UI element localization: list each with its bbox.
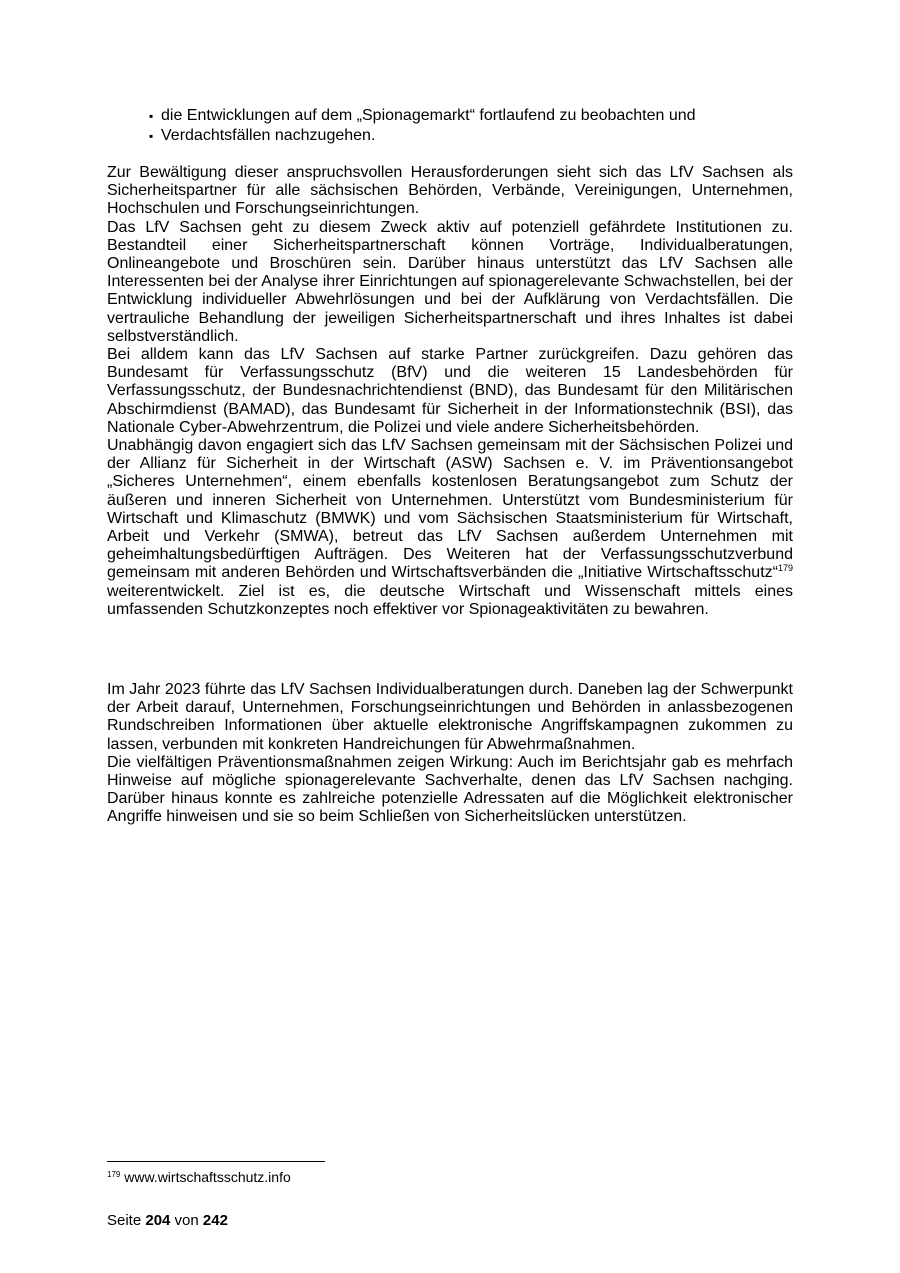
current-page: 204: [145, 1212, 171, 1229]
footnote-divider: [107, 1161, 325, 1162]
paragraph: Das LfV Sachsen geht zu diesem Zweck aktiv auf potenziell gefährdete Institutionen zu. Bestandteil einer Sicherheitspartnerschaft können Vorträge, Individualberatungen, Onlineangebote und Broschüren sein. Darüber hinaus unterstützt das LfV Sachsen alle Interessenten bei der Analyse ihrer Einrichtungen auf spionagerelevante Schwachstellen, bei der Entwicklung individueller Abwehrlösungen und bei der Aufklärung von Verdachtsfällen. Die vertrauliche Behandlung der jeweiligen Sicherheitspartnerschaft und ihres Inhaltes ist dabei selbstverständlich.: [107, 218, 793, 345]
page-number: [107, 1212, 228, 1230]
total-pages: 242: [202, 1212, 228, 1229]
body-section-2: [107, 681, 793, 827]
page-number-separator: von: [170, 1212, 203, 1229]
list-item: [149, 126, 799, 146]
paragraph: Zur Bewältigung dieser anspruchsvollen Herausforderungen sieht sich das LfV Sachsen als Sicherheitspartner für alle sächsischen Behörden, Verbände, Vereinigungen, Unternehmen, Hochschulen und Forschungseinrichtungen.: [107, 164, 793, 218]
square-bullet-icon: ▪: [149, 129, 154, 143]
body-section-1: [107, 164, 793, 619]
footnote-text: www.wirtschaftsschutz.info: [120, 1169, 291, 1185]
paragraph: Bei alldem kann das LfV Sachsen auf starke Partner zurückgreifen. Dazu gehören das Bundesamt für Verfassungsschutz (BfV) und die weiteren 15 Landesbehörden für Verfassungsschutz, der Bundesnachrichtendienst (BND), das Bundesamt für den Militärischen Abschirmdienst (BAMAD), das Bundesamt für Sicherheit in der Informationstechnik (BSI), das Nationale Cyber-Abwehrzentrum, die Polizei und viele andere Sicherheitsbehörden.: [107, 346, 793, 436]
list-item: [149, 106, 799, 126]
paragraph: Die vielfältigen Präventionsmaßnahmen zeigen Wirkung: Auch im Berichtsjahr gab es mehrfach Hinweise auf mögliche spionagerelevante Sachverhalte, denen das LfV Sachsen nachging. Darüber hinaus konnte es zahlreiche potenzielle Adressaten auf die Möglichkeit elektronischer Angriffe hinweisen und sie so beim Schließen von Sicherheitslücken unterstützen.: [107, 753, 793, 826]
footnote: [107, 1169, 291, 1186]
paragraph-text: Unabhängig davon engagiert sich das LfV Sachsen gemeinsam mit der Sächsischen Polizei und der Allianz für Sicherheit in der Wirtschaft (ASW) Sachsen e. V. im Präventionsangebot „Sicheres Unternehmen“, einem ebenfalls kostenlosen Beratungsangebot zum Schutz der äußeren und inneren Sicherheit von Unternehmen. Unterstützt vom Bundesministerium für Wirtschaft und Klimaschutz (BMWK) und vom Sächsischen Staatsministerium für Wirtschaft, Arbeit und Verkehr (SMWA), betreut das LfV Sachsen außerdem Unternehmen mit geheimhaltungsbedürftigen Aufträgen. Des Weiteren hat der Verfassungsschutzverbund gemeinsam mit anderen Behörden und Wirtschaftsverbänden die „Initiative Wirtschaftsschutz“: [107, 437, 793, 582]
paragraph-text: weiterentwickelt. Ziel ist es, die deutsche Wirtschaft und Wissenschaft mittels eines umfassenden Schutzkonzeptes noch effektiver vor Spionageaktivitäten zu bewahren.: [107, 582, 793, 618]
paragraph: [107, 437, 793, 619]
footnote-reference: 179: [777, 563, 793, 574]
bullet-text: Verdachtsfällen nachzugehen.: [161, 127, 376, 144]
bullet-text: die Entwicklungen auf dem „Spionagemarkt“ fortlaufend zu beobachten und: [161, 107, 696, 124]
paragraph: Im Jahr 2023 führte das LfV Sachsen Individualberatungen durch. Daneben lag der Schwerpunkt der Arbeit darauf, Unternehmen, Forschungseinrichtungen und Behörden in anlassbezogenen Rundschreiben Informationen über aktuelle elektronische Angriffskampagnen zukommen zu lassen, verbunden mit konkreten Handreichungen für Abwehrmaßnahmen.: [107, 681, 793, 753]
footnote-number: 179: [107, 1170, 121, 1179]
square-bullet-icon: ▪: [149, 109, 154, 123]
bullet-list: [149, 106, 799, 146]
page-number-prefix: Seite: [107, 1212, 146, 1229]
